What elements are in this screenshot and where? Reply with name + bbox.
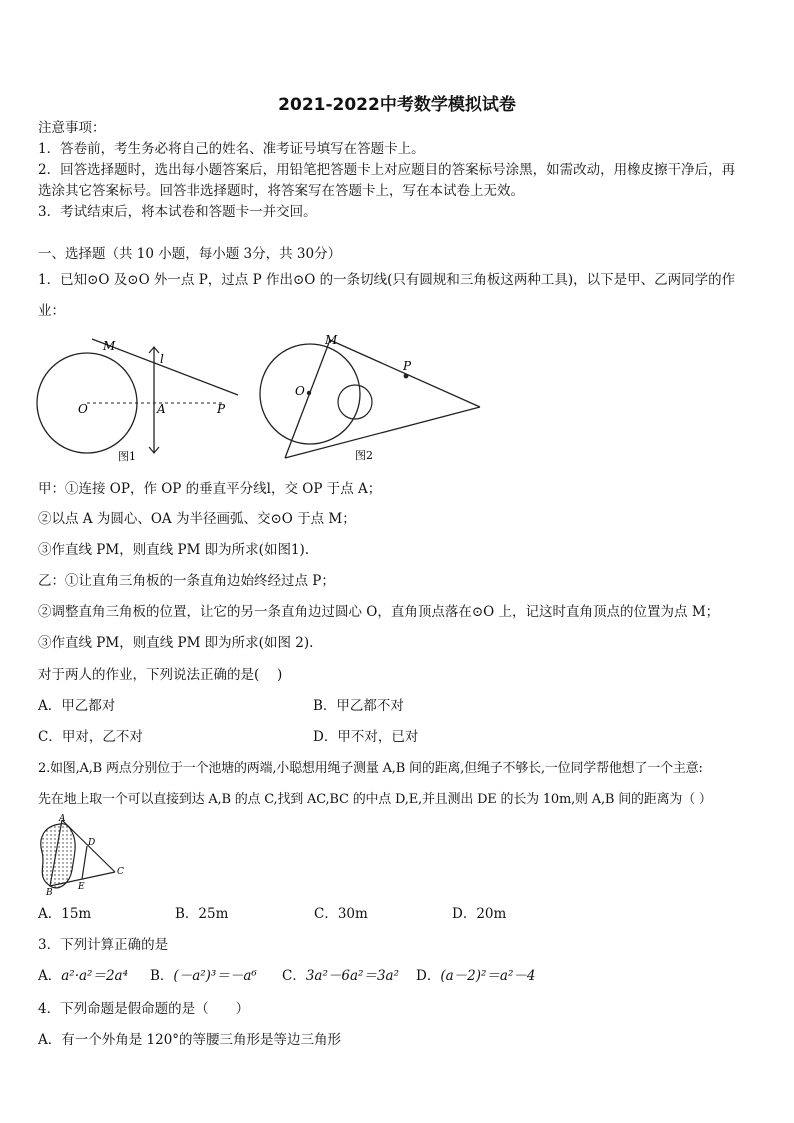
notice-item-2: 2．回答选择题时，选出每小题答案后，用铅笔把答题卡上对应题目的答案标号涂黑，如需改动，用橡皮擦干净后，再 [38, 162, 736, 178]
q1-option-d[interactable]: D．甲不对，已对 [313, 729, 419, 745]
section-heading: 一、选择题（共 10 小题，每小题 3分，共 30分） [38, 246, 342, 262]
q3-option-d[interactable] [416, 967, 535, 985]
segment-de [82, 846, 87, 879]
q2-option-a[interactable]: A．15m [38, 906, 92, 922]
q1-stem-line1: 1．已知⊙O 及⊙O 外一点 P，过点 P 作出⊙O 的一条切线(只有圆规和三角板这两种工具)，以下是甲、乙两同学的作 [38, 272, 736, 288]
notice-item-1: 1．答卷前，考生务必将自己的姓名、准考证号填写在答题卡上。 [38, 141, 425, 157]
q3-option-c[interactable] [282, 967, 399, 985]
fig2-small-circle [338, 385, 372, 419]
fig1-label-a: A [157, 402, 166, 416]
q1-figure-1 [30, 335, 245, 467]
q1-yi-step1: 乙：①让直角三角板的一条直角边始终经过点 P； [38, 573, 335, 589]
q3-option-d-expr: (a－2)²＝a²－4 [440, 968, 536, 984]
fig1-caption: 图1 [118, 450, 136, 463]
pond-shape [41, 824, 75, 888]
q1-figure-2 [255, 330, 485, 465]
q2-label-e: E [78, 882, 85, 892]
fig2-caption: 图2 [355, 449, 373, 462]
q1-jia-step2: ②以点 A 为圆心、OA 为半径画弧、交⊙O 于点 M； [38, 511, 356, 527]
fig2-triangle-leg-1 [285, 340, 330, 458]
q2-pond-figure [30, 814, 130, 896]
q2-option-c[interactable]: C．30m [314, 906, 368, 922]
q1-jia-step3: ③作直线 PM，则直线 PM 即为所求(如图1). [38, 542, 310, 558]
fig2-triangle-leg-2 [330, 340, 480, 407]
q3-stem: 3．下列计算正确的是 [38, 937, 169, 953]
q2-option-b[interactable]: B．25m [175, 906, 229, 922]
fig2-label-p: P [403, 359, 412, 373]
fig2-point-o [307, 391, 311, 395]
notice-item-3: 3．考试结束后，将本试卷和答题卡一并交回。 [38, 204, 317, 220]
q3-option-b-label: B． [150, 968, 174, 984]
q2-stem-line2: 先在地上取一个可以直接到达 A,B 的点 C,找到 AC,BC 的中点 D,E,并且测出 DE 的长为 10m,则 A,B 间的距离为（ ） [38, 792, 712, 807]
q2-stem-line1: 2.如图,A,B 两点分别位于一个池塘的两端,小聪想用绳子测量 A,B 间的距离,但绳子不够长,一位同学帮他想了一个主意: [38, 761, 703, 776]
q2-label-a: A [59, 814, 66, 824]
fig1-label-o: O [78, 402, 88, 416]
q1-option-a[interactable]: A．甲乙都对 [38, 698, 116, 714]
q3-option-a-label: A． [38, 968, 62, 984]
q3-option-b-expr: (－a²)³＝－a⁶ [173, 968, 257, 984]
fig2-point-p [404, 374, 409, 379]
q1-option-c[interactable]: C．甲对，乙不对 [38, 729, 143, 745]
q2-label-b: B [46, 888, 53, 896]
q1-stem-line2: 业： [38, 303, 65, 319]
q2-label-c: C [117, 867, 124, 877]
q1-yi-step3: ③作直线 PM，则直线 PM 即为所求(如图 2). [38, 635, 314, 651]
q3-option-c-expr: 3a²－6a²＝3a² [305, 968, 399, 984]
q3-option-a-expr: a²·a²＝2a⁴ [61, 968, 129, 984]
fig2-triangle-hypotenuse [285, 407, 480, 458]
q3-option-b[interactable] [150, 967, 257, 985]
notice-item-2-cont: 选涂其它答案标号。回答非选择题时，将答案写在答题卡上，写在本试卷上无效。 [38, 183, 524, 199]
q4-stem: 4．下列命题是假命题的是（ ） [38, 1001, 250, 1017]
fig1-label-p: P [217, 402, 226, 416]
exam-title: 2021-2022中考数学模拟试卷 [278, 95, 516, 115]
q3-option-a[interactable] [38, 967, 128, 985]
q2-option-d[interactable]: D．20m [452, 906, 507, 922]
q3-option-c-label: C． [282, 968, 306, 984]
fig1-label-m: M [103, 339, 116, 353]
q1-option-b[interactable]: B．甲乙都不对 [313, 698, 404, 714]
fig1-label-l: l [160, 352, 164, 366]
q4-option-a[interactable]: A．有一个外角是 120°的等腰三角形是等边三角形 [38, 1032, 342, 1048]
q1-jia-step1: 甲：①连接 OP，作 OP 的垂直平分线l，交 OP 于点 A； [38, 481, 382, 497]
q3-option-d-label: D． [416, 968, 441, 984]
q1-question: 对于两人的作业，下列说法正确的是( ) [38, 667, 283, 683]
q2-label-d: D [88, 838, 96, 848]
q1-yi-step2: ②调整直角三角板的位置，让它的另一条直角边过圆心 O，直角顶点落在⊙O 上，记这时直角顶点的位置为点 M； [38, 604, 720, 620]
notice-heading: 注意事项： [38, 120, 106, 136]
fig2-label-o: O [295, 384, 305, 398]
fig2-label-m: M [325, 333, 338, 347]
